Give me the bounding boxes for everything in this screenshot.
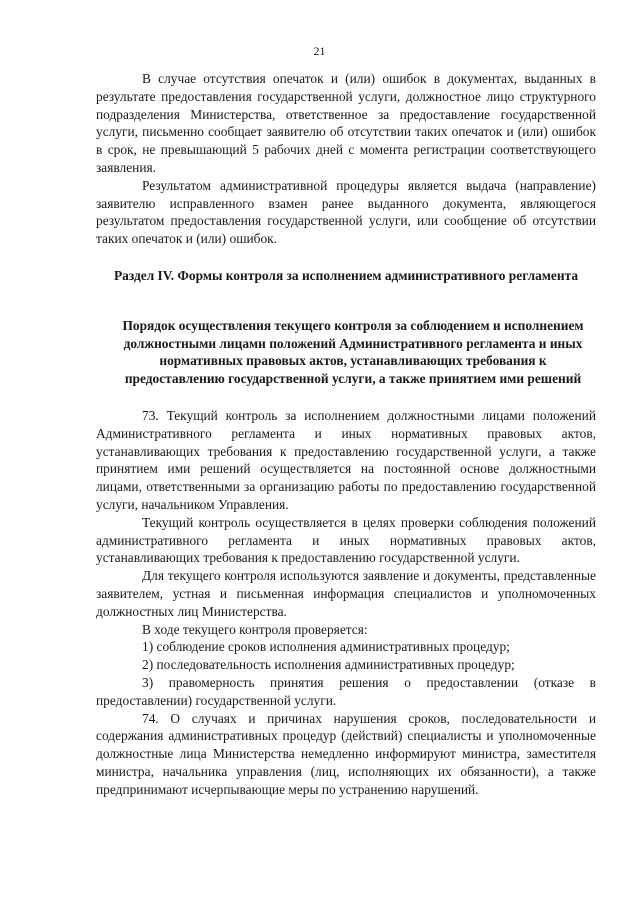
paragraph: В случае отсутствия опечаток и (или) ошибок в документах, выданных в результате предоставления государственной услуги, должностное лицо структурного подразделения Министерства, ответственное за предоставление государственной услуги, письменно сообщает заявителю об отсутствии таких опечаток и (или) ошибок в срок, не превышающий 5 рабочих дней с момента регистрации соответствующего заявления. [96,71,596,175]
section-title: Раздел IV. Формы контроля за исполнением административного регламента [113,267,579,283]
page-number: 21 [313,44,326,58]
document-body [96,70,596,798]
paragraph: Для текущего контроля используются заявление и документы, представленные заявителем, устная и письменная информация специалистов и уполномоченных должностных лиц Министерства. [96,568,596,619]
paragraph: 74. О случаях и причинах нарушения сроков, последовательности и содержания административных процедур (действий) специалисты и уполномоченные должностные лица Министерства немедленно информируют министра, заместителя министра, начальника управления (лиц, исполняющих их обязанности), а также предпринимают исчерпывающие меры по устранению нарушений. [96,710,596,797]
list-item: 3) правомерность принятия решения о предоставлении (отказе в предоставлении) государственной услуги. [96,674,596,708]
paragraph: Текущий контроль осуществляется в целях проверки соблюдения положений административного регламента и иных нормативных правовых актов, устанавливающих требования к предоставлению государственной услуги. [96,514,596,566]
paragraph: Результатом административной процедуры является выдача (направление) заявителю исправленного взамен ранее выданного документа, являющегося результатом предоставления государственной услуги, или сообщение об отсутствии таких опечаток и (или) ошибок. [96,177,596,247]
paragraph: В ходе текущего контроля проверяется: [142,621,368,637]
list-item: 2) последовательность исполнения административных процедур; [142,657,515,673]
paragraph: 73. Текущий контроль за исполнением должностными лицами положений Административного регламента и иных нормативных правовых актов, устанавливающих требования к предоставлению государственной услуги, а также принятием ими решений осуществляется на постоянной основе должностными лицами, ответственными за организацию работы по предоставлению государственной услуги, начальником Управления. [96,407,596,512]
list-item: 1) соблюдение сроков исполнения административных процедур; [142,639,510,655]
section-subtitle: Порядок осуществления текущего контроля за соблюдением и исполнением должностными лицами положений Административного регламента и иных нормативных правовых актов, устанавливающих требования к предоставлению государственной услуги, а также принятием ими решений [122,317,584,387]
